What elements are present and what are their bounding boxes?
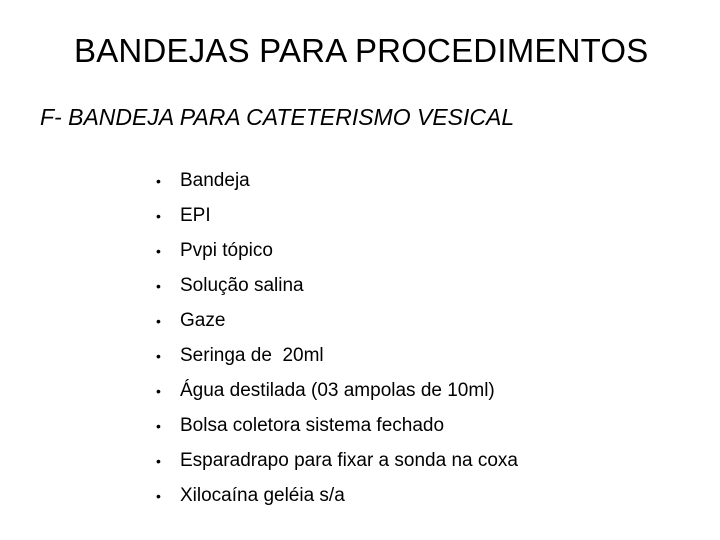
list-item-text: Xilocaína geléia s/a [180, 484, 345, 506]
bullet-icon: • [156, 487, 161, 504]
bullet-icon: • [156, 242, 161, 259]
list-item [156, 373, 518, 408]
list-item [156, 163, 518, 198]
bullet-icon: • [156, 452, 161, 469]
list-item [156, 443, 518, 478]
list-item-text: EPI [180, 204, 211, 226]
section-heading: F- BANDEJA PARA CATETERISMO VESICAL [40, 104, 515, 130]
bullet-icon: • [156, 312, 161, 329]
list-item [156, 198, 518, 233]
list-item-text: Bandeja [180, 169, 250, 191]
bullet-icon: • [156, 207, 161, 224]
bullet-icon: • [156, 417, 161, 434]
list-item-text: Gaze [180, 309, 226, 331]
bullet-icon: • [156, 382, 161, 399]
list-item-text: Água destilada (03 ampolas de 10ml) [180, 379, 495, 401]
list-item-text: Seringa de 20ml [180, 344, 324, 366]
list-item [156, 233, 518, 268]
supply-list [156, 163, 518, 513]
bullet-icon: • [156, 347, 161, 364]
bullet-icon: • [156, 277, 161, 294]
list-item-text: Pvpi tópico [180, 239, 273, 261]
list-item-text: Bolsa coletora sistema fechado [180, 414, 445, 436]
list-item [156, 338, 518, 373]
slide-title: BANDEJAS PARA PROCEDIMENTOS [74, 32, 649, 69]
list-item [156, 408, 518, 443]
list-item [156, 478, 518, 513]
list-item [156, 268, 518, 303]
list-item-text: Esparadrapo para fixar a sonda na coxa [180, 449, 518, 471]
list-item [156, 303, 518, 338]
list-item-text: Solução salina [180, 274, 304, 296]
bullet-icon: • [156, 172, 161, 189]
